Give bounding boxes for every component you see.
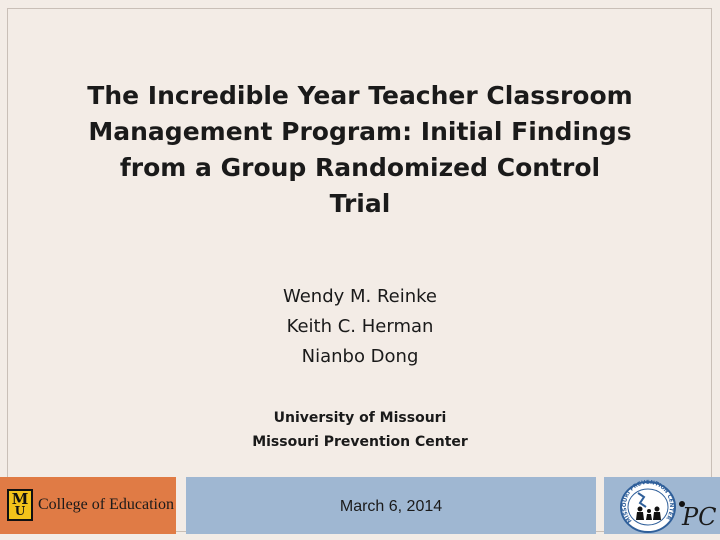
slide-title — [40, 78, 680, 222]
presentation-date: March 6, 2014 — [339, 498, 443, 515]
author-name: Keith C. Herman — [286, 316, 434, 337]
author-name: Wendy M. Reinke — [282, 286, 438, 307]
college-label: College of Education — [38, 496, 174, 513]
mu-logo-letter-u: U — [14, 504, 26, 518]
affiliation-university: University of Missouri — [273, 410, 447, 426]
author-list — [0, 282, 720, 372]
footer — [0, 477, 720, 534]
mu-logo-letter-m: M — [11, 490, 29, 508]
college-of-education-bar — [0, 477, 176, 534]
date-bar — [186, 477, 596, 534]
title-line-3: from a Group Randomized Control — [119, 153, 601, 182]
affiliation-list — [0, 406, 720, 454]
mpc-logo-icon — [604, 477, 720, 534]
title-line-2: Management Program: Initial Findings — [88, 117, 632, 146]
author-name: Nianbo Dong — [301, 346, 419, 367]
title-line-4: Trial — [329, 189, 391, 218]
mpc-initials: PC — [682, 503, 717, 531]
mu-logo-icon — [7, 489, 33, 521]
mpc-ring-text: MISSOURI PREVENTION CENTER — [621, 479, 675, 524]
affiliation-center: Missouri Prevention Center — [252, 434, 468, 450]
title-line-1: The Incredible Year Teacher Classroom — [87, 81, 633, 110]
